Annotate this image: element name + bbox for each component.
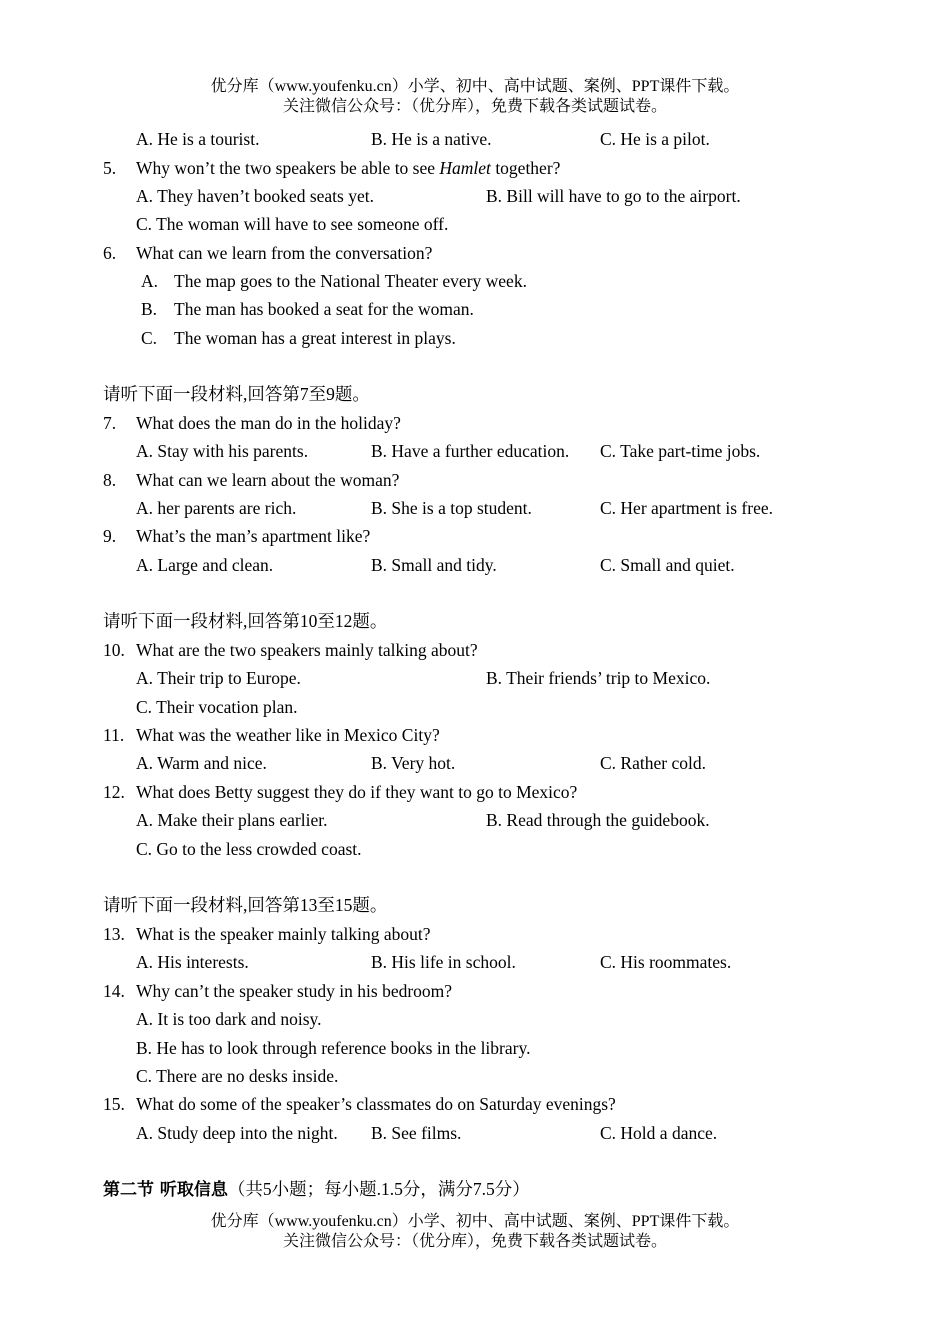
question-number: 12. <box>103 782 125 802</box>
q5-option-b: B. Bill will have to go to the airport. <box>486 186 741 206</box>
question-text: What are the two speakers mainly talking about? <box>136 640 478 660</box>
page-footer-header <box>0 1212 950 1252</box>
q14-option-c: C. There are no desks inside. <box>136 1066 339 1086</box>
q15-option-b: B. See films. <box>371 1123 462 1143</box>
header-line-2: 关注微信公众号：（优分库），免费下载各类试题试卷。 <box>282 98 667 115</box>
q10-option-a: A. Their trip to Europe. <box>136 668 301 688</box>
q15-option-a: A. Study deep into the night. <box>136 1123 338 1143</box>
q8-option-a: A. her parents are rich. <box>136 498 297 518</box>
q15-option-c: C. Hold a dance. <box>600 1123 718 1143</box>
option-text: The man has booked a seat for the woman. <box>174 299 474 319</box>
q8-option-c: C. Her apartment is free. <box>600 498 773 518</box>
question-text: What can we learn about the woman? <box>136 470 400 490</box>
play-title: Hamlet <box>439 158 491 178</box>
question-text: What’s the man’s apartment like? <box>136 526 371 546</box>
question-text: What is the speaker mainly talking about? <box>136 924 431 944</box>
option-label: C. <box>141 328 158 348</box>
q4-option-b: B. He is a native. <box>371 129 492 149</box>
q12-option-a: A. Make their plans earlier. <box>136 810 328 830</box>
q14-option-b: B. He has to look through reference books in the library. <box>136 1038 531 1058</box>
question-number: 13. <box>103 924 125 944</box>
question-number: 6. <box>103 243 117 263</box>
q10-option-b: B. Their friends’ trip to Mexico. <box>486 668 711 688</box>
q10-option-c: C. Their vocation plan. <box>136 697 298 717</box>
question-number: 11. <box>103 725 125 745</box>
q12-option-b: B. Read through the guidebook. <box>486 810 710 830</box>
question-number: 15. <box>103 1094 125 1114</box>
option-text: The woman has a great interest in plays. <box>174 328 456 348</box>
question-text: Why can’t the speaker study in his bedroom? <box>136 981 453 1001</box>
footer-line-1: 优分库（www.youfenku.cn）小学、初中、高中试题、案例、PPT课件下载。 <box>210 1213 740 1230</box>
question-number: 8. <box>103 470 117 490</box>
question-text: What does the man do in the holiday? <box>136 413 401 433</box>
q5-option-c: C. The woman will have to see someone off. <box>136 214 449 234</box>
question-number: 5. <box>103 158 117 178</box>
option-label: B. <box>141 299 158 319</box>
q11-option-a: A. Warm and nice. <box>136 753 267 773</box>
section-detail: （共5小题；每小题.1.5分，满分7.5分） <box>227 1179 530 1199</box>
q7-option-a: A. Stay with his parents. <box>136 441 309 461</box>
question-number: 7. <box>103 413 117 433</box>
question-number: 10. <box>103 640 125 660</box>
q11-option-b: B. Very hot. <box>371 753 456 773</box>
q13-option-a: A. His interests. <box>136 952 249 972</box>
q14-option-a: A. It is too dark and noisy. <box>136 1009 322 1029</box>
option-label: A. <box>141 271 159 291</box>
q13-option-b: B. His life in school. <box>371 952 516 972</box>
q7-option-b: B. Have a further education. <box>371 441 570 461</box>
question-text: What was the weather like in Mexico City? <box>136 725 440 745</box>
q5-option-a: A. They haven’t booked seats yet. <box>136 186 374 206</box>
question-text: What does Betty suggest they do if they want to go to Mexico? <box>136 782 578 802</box>
question-number: 14. <box>103 981 125 1001</box>
q9-option-a: A. Large and clean. <box>136 555 274 575</box>
question-text: What can we learn from the conversation? <box>136 243 433 263</box>
q7-option-c: C. Take part-time jobs. <box>600 441 761 461</box>
q8-option-b: B. She is a top student. <box>371 498 532 518</box>
question-text: Why won’t the two speakers be able to see Hamlet together? <box>136 158 561 178</box>
q13-option-c: C. His roommates. <box>600 952 732 972</box>
q9-option-c: C. Small and quiet. <box>600 555 735 575</box>
question-number: 9. <box>103 526 117 546</box>
header-line-1: 优分库（www.youfenku.cn）小学、初中、高中试题、案例、PPT课件下载。 <box>210 78 740 95</box>
q12-option-c: C. Go to the less crowded coast. <box>136 839 362 859</box>
q4-option-c: C. He is a pilot. <box>600 129 710 149</box>
question-text: What do some of the speaker’s classmates do on Saturday evenings? <box>136 1094 616 1114</box>
q9-option-b: B. Small and tidy. <box>371 555 497 575</box>
q11-option-c: C. Rather cold. <box>600 753 706 773</box>
option-text: The map goes to the National Theater every week. <box>174 271 527 291</box>
q4-option-a: A. He is a tourist. <box>136 129 260 149</box>
section-title: 第二节 听取信息 <box>103 1180 228 1200</box>
footer-line-2: 关注微信公众号：（优分库），免费下载各类试题试卷。 <box>282 1233 667 1250</box>
page-header-top <box>0 77 950 117</box>
